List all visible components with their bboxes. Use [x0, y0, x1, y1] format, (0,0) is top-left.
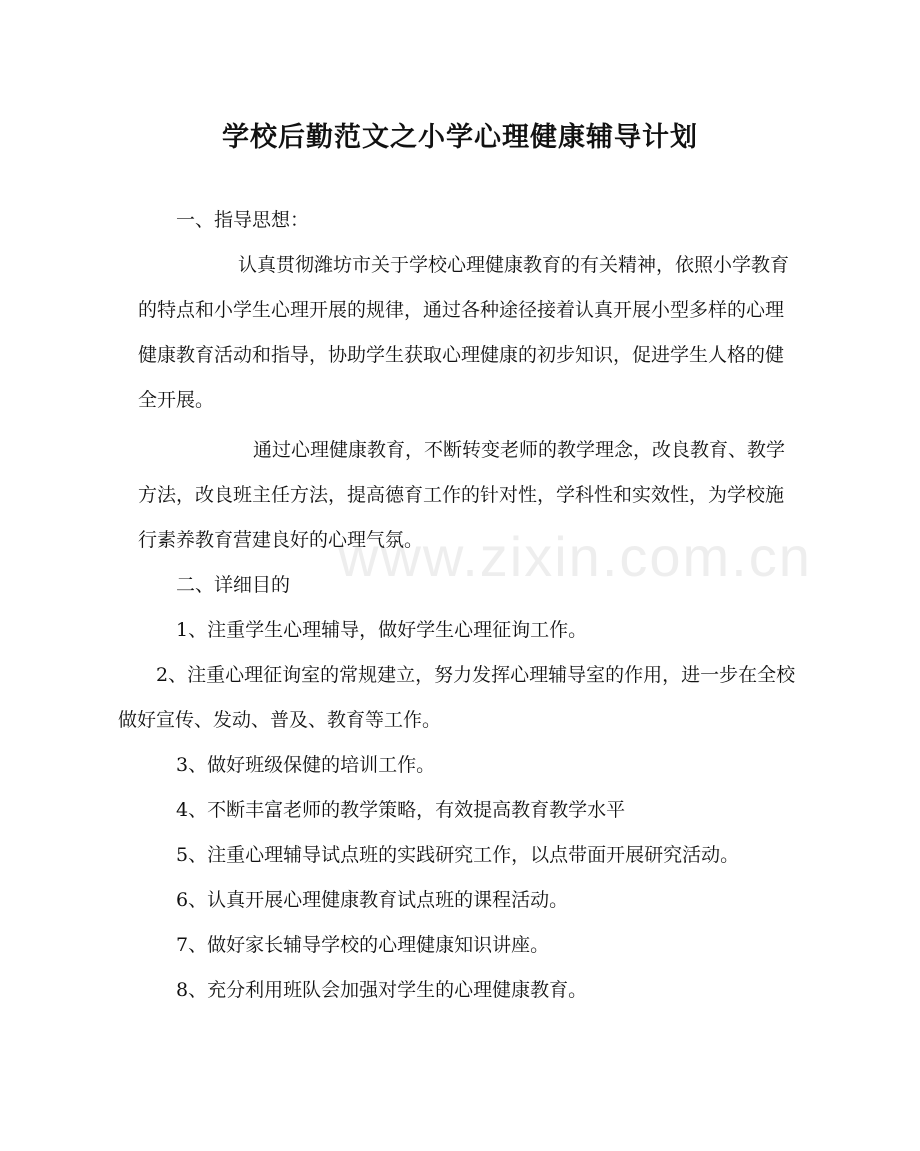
list-item: 1、注重学生心理辅导，做好学生心理征询工作。 [176, 619, 588, 641]
document-title: 学校后勤范文之小学心理健康辅导计划 [222, 122, 698, 153]
paragraph-guiding-thought-2: 通过心理健康教育，不断转变老师的教学理念，改良教育、教学方法，改良班主任方法，提高德育工作的针对性，学科性和实效性，为学校施行素养教育营建良好的心理气氛。 [138, 439, 786, 551]
section-heading-guiding-thought: 一、指导思想： [176, 209, 310, 231]
section-heading-objectives: 二、详细目的 [176, 574, 291, 596]
list-item: 8、充分利用班队会加强对学生的心理健康教育。 [176, 979, 588, 1001]
list-item: 2、注重心理征询室的常规建立，努力发挥心理辅导室的作用，进一步在全校做好宣传、发动、普及、教育等工作。 [118, 664, 796, 731]
list-item: 5、注重心理辅导试点班的实践研究工作，以点带面开展研究活动。 [176, 844, 740, 866]
objectives-list [118, 608, 800, 1013]
list-item: 6、认真开展心理健康教育试点班的课程活动。 [176, 889, 569, 911]
list-item: 4、不断丰富老师的教学策略，有效提高教育教学水平 [176, 799, 626, 821]
list-item: 3、做好班级保健的培训工作。 [176, 754, 436, 776]
watermark: www.zixin.com.cn [338, 525, 812, 588]
document-body [118, 198, 800, 1013]
paragraph-guiding-thought-1: 认真贯彻潍坊市关于学校心理健康教育的有关精神，依照小学教育的特点和小学生心理开展的规律，通过各种途径接着认真开展小型多样的心理健康教育活动和指导，协助学生获取心理健康的初步知识，促进学生人格的健全开展。 [138, 254, 790, 411]
list-item: 7、做好家长辅导学校的心理健康知识讲座。 [176, 934, 550, 956]
